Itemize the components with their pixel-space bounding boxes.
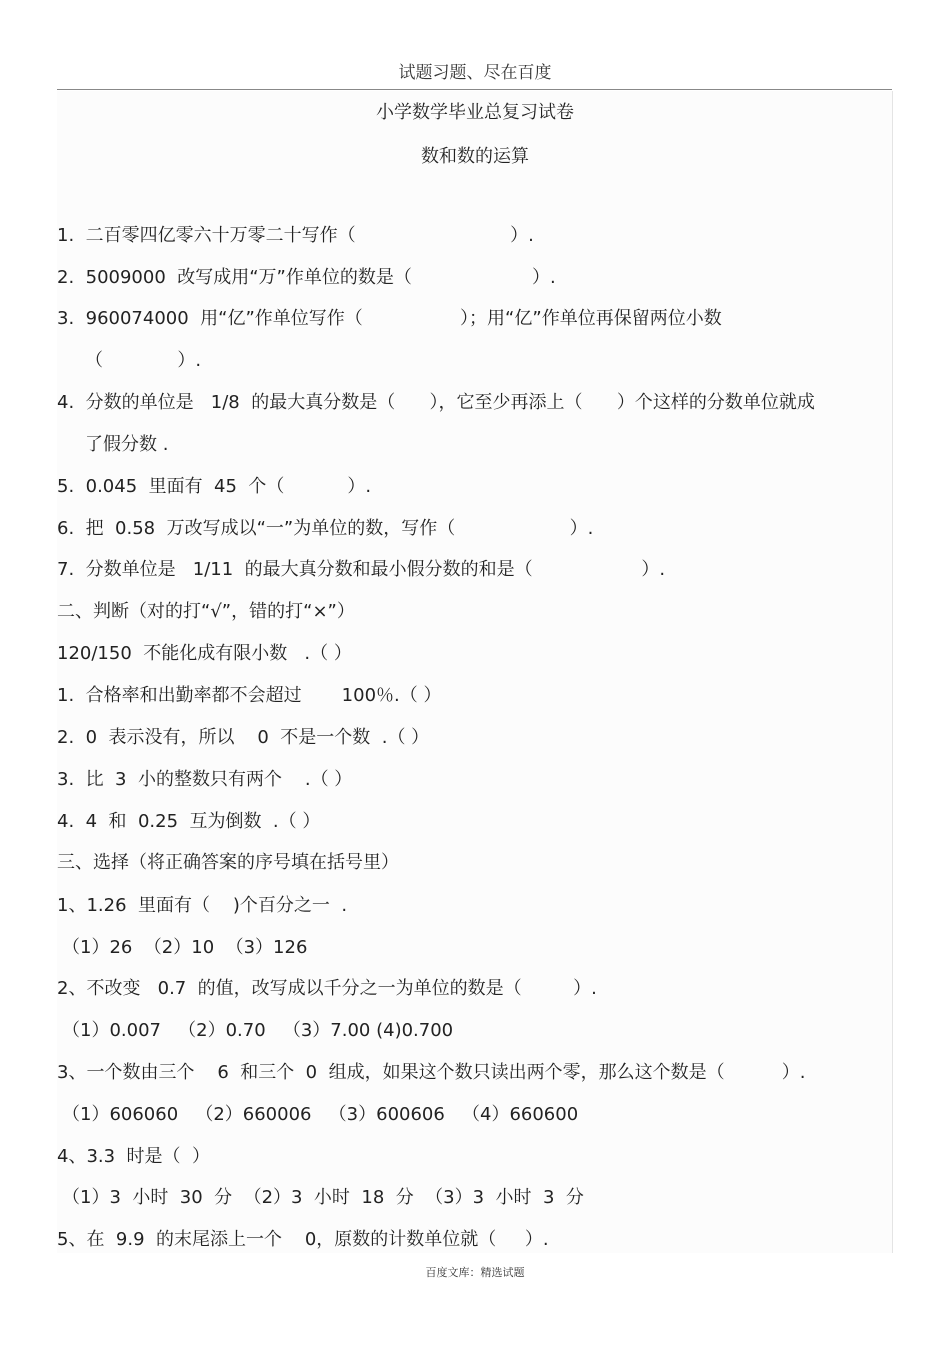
option-line: （1）26 （2）10 （3）126 <box>62 937 308 958</box>
question-line: （ ）. <box>85 350 202 371</box>
question-line: 2. 5009000 改写成用“万”作单位的数是（ ）. <box>57 267 556 288</box>
question-line: 3、一个数由三个 6 和三个 0 组成，如果这个数只读出两个零，那么这个数是（ ）. <box>57 1062 806 1083</box>
question-line: 2. 0 表示没有，所以 0 不是一个数 .（ ） <box>57 727 430 748</box>
question-line: 4. 4 和 0.25 互为倒数 .（ ） <box>57 811 321 832</box>
page-header: 试题习题、尽在百度 <box>398 63 552 83</box>
page-footer: 百度文库：精选试题 <box>425 1266 525 1279</box>
question-line: 5. 0.045 里面有 45 个（ ）. <box>57 476 372 497</box>
exam-title: 小学数学毕业总复习试卷 <box>376 102 574 123</box>
header-divider <box>57 89 892 90</box>
question-line: 3. 比 3 小的整数只有两个 .（ ） <box>57 769 353 790</box>
question-line: 4、3.3 时是（ ） <box>57 1146 210 1167</box>
question-line: 5、在 9.9 的末尾添上一个 0，原数的计数单位就（ ）. <box>57 1229 549 1250</box>
option-line: （1）0.007 （2）0.70 （3）7.00 (4)0.700 <box>62 1020 454 1041</box>
option-line: （1）3 小时 30 分 （2）3 小时 18 分 （3）3 小时 3 分 <box>62 1187 584 1208</box>
question-line: 1、1.26 里面有（ )个百分之一 . <box>57 895 348 916</box>
question-line: 1. 合格率和出勤率都不会超过 100％.（ ） <box>57 685 442 706</box>
question-line: 4. 分数的单位是 1/8 的最大真分数是（ ），它至少再添上（ ）个这样的分数单位就成 <box>57 392 815 413</box>
question-line: 6. 把 0.58 万改写成以“一”为单位的数，写作（ ）. <box>57 518 594 539</box>
option-line: （1）606060 （2）660006 （3）600606 （4）660600 <box>62 1104 579 1125</box>
section-heading: 二、判断（对的打“√”，错的打“×”） <box>57 601 355 622</box>
question-line: 7. 分数单位是 1/11 的最大真分数和最小假分数的和是（ ）. <box>57 559 666 580</box>
question-line: 120/150 不能化成有限小数 .（ ） <box>57 643 352 664</box>
section-heading: 三、选择（将正确答案的序号填在括号里） <box>57 852 399 873</box>
exam-subtitle: 数和数的运算 <box>421 146 529 167</box>
question-line: 3. 960074000 用“亿”作单位写作（ ）；用“亿”作单位再保留两位小数 <box>57 308 722 329</box>
question-line: 2、不改变 0.7 的值，改写成以千分之一为单位的数是（ ）. <box>57 978 597 999</box>
question-line: 了假分数 . <box>85 434 169 455</box>
question-line: 1. 二百零四亿零六十万零二十写作（ ）. <box>57 225 534 246</box>
